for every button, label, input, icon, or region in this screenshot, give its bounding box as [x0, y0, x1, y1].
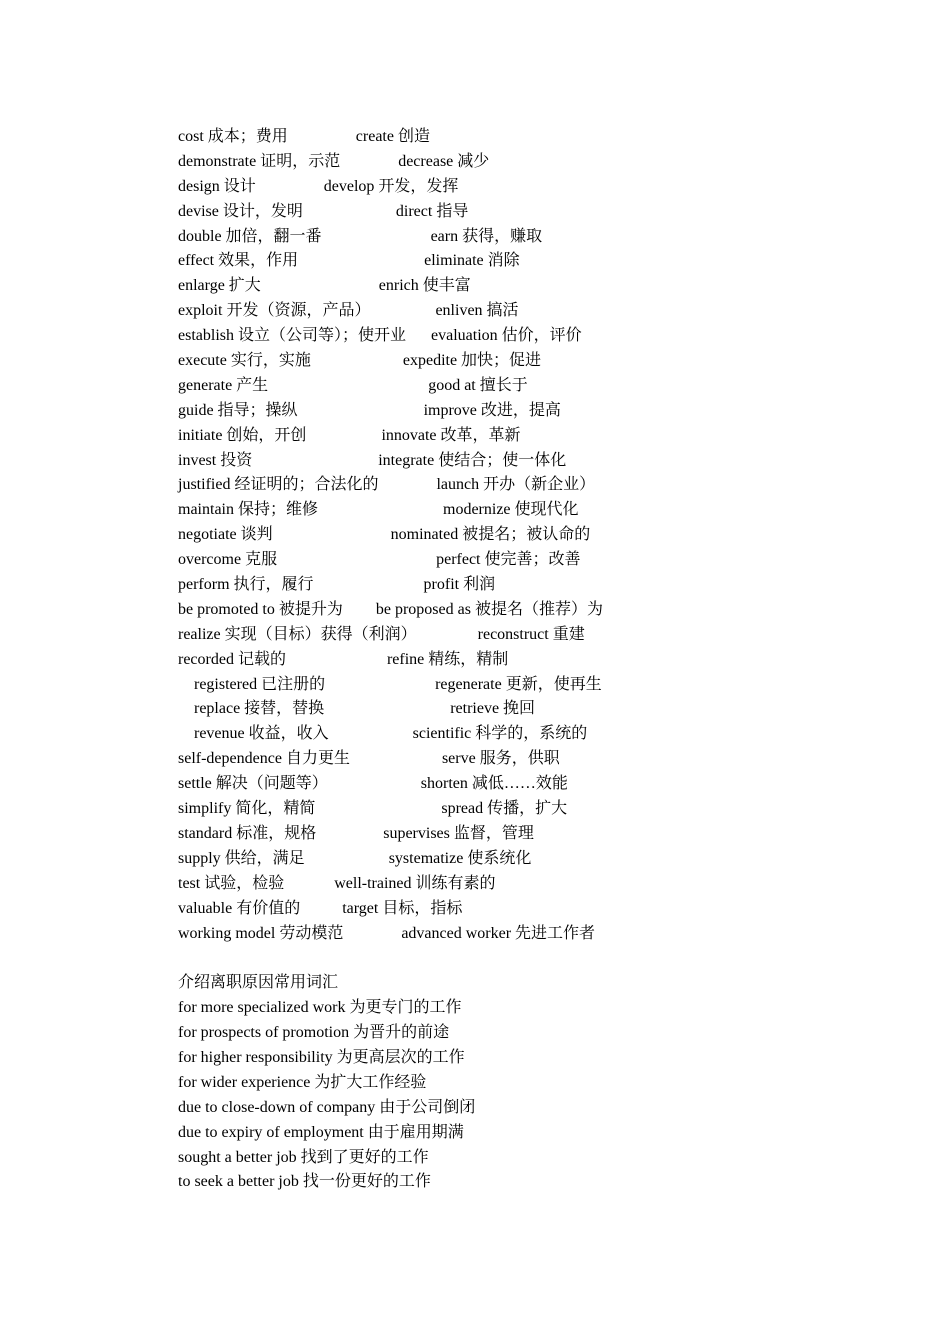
vocab-line — [178, 374, 878, 399]
vocab-term-right: systematize 使系统化 — [388, 849, 532, 867]
vocab-term-right: scientific 科学的，系统的 — [412, 725, 588, 743]
vocab-term-right: decrease 减少 — [398, 152, 490, 170]
vocab-term-left: simplify 简化，精简 — [178, 800, 316, 818]
vocab-term-right: evaluation 估价，评价 — [431, 327, 582, 345]
vocab-term-left: generate 产生 — [178, 376, 269, 394]
vocab-line — [178, 399, 878, 424]
reason-line: due to expiry of employment 由于雇用期满 — [178, 1123, 464, 1141]
vocab-term-right: retrieve 挽回 — [450, 700, 536, 718]
vocab-term-left: effect 效果，作用 — [178, 252, 299, 270]
vocab-term-left: design 设计 — [178, 177, 256, 195]
vocab-term-left: guide 指导；操纵 — [178, 401, 298, 419]
vocab-term-left: demonstrate 证明，示范 — [178, 152, 341, 170]
vocab-line — [178, 697, 878, 722]
vocab-term-right: eliminate 消除 — [424, 252, 520, 270]
vocab-term-right: earn 获得，赚取 — [430, 227, 543, 245]
vocab-line — [178, 274, 878, 299]
vocab-term-left: standard 标准，规格 — [178, 824, 317, 842]
section-title: 介绍离职原因常用词汇 — [178, 974, 339, 992]
vocab-line — [178, 225, 878, 250]
vocab-term-right: modernize 使现代化 — [443, 501, 579, 519]
reason-line: for more specialized work 为更专门的工作 — [178, 999, 462, 1017]
vocab-line — [178, 424, 878, 449]
vocab-term-right: develop 开发，发挥 — [323, 177, 459, 195]
vocab-term-right: perfect 使完善；改善 — [436, 551, 581, 569]
vocab-line — [178, 473, 878, 498]
vocab-term-left: perform 执行，履行 — [178, 576, 314, 594]
vocab-line — [178, 772, 878, 797]
vocab-term-left: working model 劳动模范 — [178, 924, 344, 942]
vocab-term-left: registered 已注册的 — [194, 675, 326, 693]
vocab-line — [178, 598, 878, 623]
vocab-term-left: invest 投资 — [178, 451, 253, 469]
vocab-line — [178, 548, 878, 573]
reason-line: for higher responsibility 为更高层次的工作 — [178, 1048, 465, 1066]
vocab-line — [178, 324, 878, 349]
vocab-term-left: maintain 保持；维修 — [178, 501, 318, 519]
vocab-term-right: reconstruct 重建 — [477, 625, 585, 643]
vocab-line — [178, 523, 878, 548]
vocab-term-right: create 创造 — [355, 128, 430, 145]
vocab-term-right: well-trained 训练有素的 — [334, 874, 496, 892]
vocab-term-right: serve 服务，供职 — [441, 750, 560, 768]
vocab-term-right: direct 指导 — [395, 202, 469, 220]
vocab-term-left: valuable 有价值的 — [178, 899, 301, 917]
vocab-term-right: launch 开办（新企业） — [436, 476, 596, 494]
vocab-term-right: spread 传播，扩大 — [441, 800, 568, 818]
vocab-term-left: execute 实行，实施 — [178, 352, 311, 370]
vocab-term-left: settle 解决（问题等） — [178, 775, 328, 793]
vocab-term-right: shorten 减低……效能 — [420, 775, 568, 793]
reason-line: to seek a better job 找一份更好的工作 — [178, 1173, 431, 1191]
vocab-line — [178, 299, 878, 324]
vocab-line — [178, 449, 878, 474]
vocab-term-left: replace 接替，替换 — [194, 700, 325, 718]
blank-line — [178, 946, 878, 971]
vocabulary-list — [178, 125, 878, 946]
vocab-term-right: expedite 加快；促进 — [402, 352, 542, 370]
vocab-term-left: test 试验，检验 — [178, 874, 285, 892]
vocab-term-right: refine 精练，精制 — [386, 650, 509, 668]
vocab-term-left: self-dependence 自力更生 — [178, 750, 350, 768]
vocab-term-left: recorded 记载的 — [178, 650, 286, 668]
vocab-term-left: exploit 开发（资源，产品） — [178, 302, 371, 320]
vocab-term-left: establish 设立（公司等）；使开业 — [178, 327, 406, 345]
vocab-term-left: realize 实现（目标）获得（利润） — [178, 625, 417, 643]
vocab-line — [178, 498, 878, 523]
vocab-term-right: innovate 改革，革新 — [381, 426, 521, 444]
vocab-line — [178, 150, 878, 175]
vocab-line — [178, 747, 878, 772]
vocab-line — [178, 872, 878, 897]
vocab-term-right: supervises 监督，管理 — [383, 824, 534, 842]
vocab-term-right: enliven 搞活 — [435, 302, 519, 320]
vocab-term-left: devise 设计，发明 — [178, 202, 303, 220]
vocab-term-right: enrich 使丰富 — [378, 277, 471, 295]
vocab-line — [178, 249, 878, 274]
vocab-line — [178, 125, 878, 150]
vocab-term-right: target 目标，指标 — [342, 899, 463, 917]
vocab-term-left: be promoted to 被提升为 — [178, 600, 343, 618]
vocab-line — [178, 349, 878, 374]
vocab-line — [178, 822, 878, 847]
vocab-line — [178, 797, 878, 822]
vocab-line — [178, 573, 878, 598]
vocab-line — [178, 847, 878, 872]
vocabulary-text — [178, 125, 878, 1195]
vocab-term-right: advanced worker 先进工作者 — [401, 924, 596, 942]
reason-line: for prospects of promotion 为晋升的前途 — [178, 1024, 450, 1042]
vocab-term-left: double 加倍，翻一番 — [178, 227, 322, 245]
vocab-line — [178, 648, 878, 673]
vocab-line — [178, 722, 878, 747]
vocab-term-right: good at 擅长于 — [428, 376, 528, 394]
vocab-term-left: initiate 创始，开创 — [178, 426, 307, 444]
vocab-line — [178, 673, 878, 698]
reason-line: for wider experience 为扩大工作经验 — [178, 1073, 427, 1091]
reasons-list — [178, 996, 878, 1195]
vocab-term-left: revenue 收益，收入 — [194, 725, 329, 743]
vocab-term-right: integrate 使结合；使一体化 — [378, 451, 567, 469]
vocab-term-left: supply 供给，满足 — [178, 849, 305, 867]
vocab-line — [178, 623, 878, 648]
vocab-term-left: overcome 克服 — [178, 551, 278, 569]
vocab-term-left: negotiate 谈判 — [178, 526, 273, 544]
reason-line: due to close-down of company 由于公司倒闭 — [178, 1098, 476, 1116]
vocab-term-left: enlarge 扩大 — [178, 277, 261, 295]
vocab-term-right: regenerate 更新，使再生 — [435, 675, 602, 693]
vocab-line — [178, 175, 878, 200]
vocab-term-left: justified 经证明的；合法化的 — [178, 476, 379, 494]
vocab-term-right: profit 利润 — [423, 576, 496, 594]
reason-line: sought a better job 找到了更好的工作 — [178, 1148, 429, 1166]
vocab-line — [178, 897, 878, 922]
vocab-line — [178, 922, 878, 947]
vocab-line — [178, 200, 878, 225]
vocab-term-left: cost 成本；费用 — [178, 128, 288, 145]
vocab-term-right: improve 改进，提高 — [423, 401, 561, 419]
vocab-term-right: nominated 被提名；被认命的 — [390, 526, 591, 544]
vocab-term-right: be proposed as 被提名（推荐）为 — [375, 600, 603, 618]
